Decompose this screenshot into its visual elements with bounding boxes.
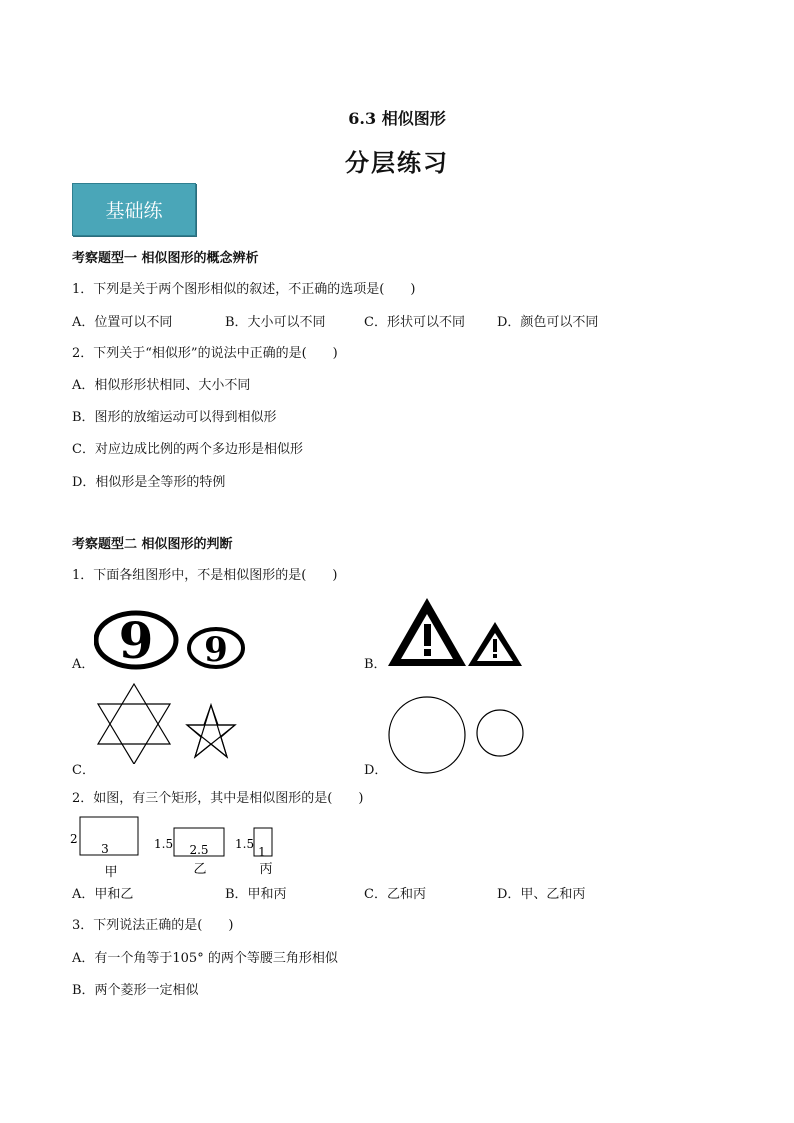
circles-figure [386,694,528,778]
rect-yi-height-label: 1.5 [154,837,174,851]
section1-title: 考察题型一 相似图形的概念辨析 [72,251,259,266]
main-title: 分层练习 [345,148,449,177]
rect-yi [154,828,224,877]
s2-q1-label-d: D． [364,763,388,778]
rectangles-figure [68,812,298,880]
s2-q2-stem: 2．如图，有三个矩形，其中是相似图形的是( ) [72,791,364,806]
s1-q2-option-c: C．对应边成比例的两个多边形是相似形 [72,442,303,457]
s2-q3-option-b: B．两个菱形一定相似 [72,983,199,998]
s2-q2-option-b: B．甲和丙 [225,887,287,902]
large-nine-glyph: 9 [118,611,154,670]
s2-q1-label-b: B． [364,657,387,672]
rect-bing-height-label: 1.5 [235,837,255,851]
small-nine-icon [189,629,243,670]
large-nine-icon [96,611,176,670]
s1-q1-option-a: A．位置可以不同 [72,315,173,330]
nine-glyphs-figure [94,606,254,670]
rect-bing-name: 丙 [259,862,273,877]
rect-jia-height-label: 2 [70,832,78,846]
hexagram-icon [98,684,170,764]
rect-bing-width-label: 1 [258,845,266,859]
small-warning-icon [468,622,522,666]
s1-q2-option-d: D．相似形是全等形的特例 [72,475,226,490]
lesson-title: 6.3 相似图形 [348,109,446,128]
level-banner: 基础练 [72,183,196,236]
large-warning-icon [388,598,466,666]
s2-q3-option-a: A．有一个角等于105° 的两个等腰三角形相似 [72,951,338,966]
s2-q2-option-c: C．乙和丙 [364,887,426,902]
s2-q2-option-a: A．甲和乙 [72,887,134,902]
rect-bing [235,828,273,877]
rect-yi-width-label: 2.5 [189,843,209,857]
s1-q2-option-a: A．相似形形状相同、大小不同 [72,378,251,393]
small-circle-icon [477,710,523,756]
s1-q2-stem: 2．下列关于“相似形”的说法中正确的是( ) [72,346,338,361]
s1-q1-option-d: D．颜色可以不同 [497,315,599,330]
rect-jia [70,817,138,880]
s1-q2-option-b: B．图形的放缩运动可以得到相似形 [72,410,277,425]
pentagram-icon [187,705,235,757]
s2-q1-label-c: C． [72,763,95,778]
rect-yi-name: 乙 [193,862,207,877]
s1-q1-option-b: B．大小可以不同 [225,315,326,330]
warning-triangles-figure [384,594,526,670]
section2-title: 考察题型二 相似图形的判断 [72,537,233,552]
small-nine-glyph: 9 [204,630,228,670]
rect-jia-name: 甲 [104,865,118,880]
s1-q1-option-c: C．形状可以不同 [364,315,465,330]
s2-q1-stem: 1．下面各组图形中，不是相似图形的是( ) [72,568,338,583]
s2-q1-label-a: A． [72,657,95,672]
large-circle-icon [389,697,465,773]
s1-q1-stem: 1．下列是关于两个图形相似的叙述，不正确的选项是( ) [72,282,416,297]
s2-q3-stem: 3．下列说法正确的是( ) [72,918,234,933]
rect-jia-width-label: 3 [101,842,109,856]
s2-q2-option-d: D．甲、乙和丙 [497,887,586,902]
stars-figure [94,682,239,764]
